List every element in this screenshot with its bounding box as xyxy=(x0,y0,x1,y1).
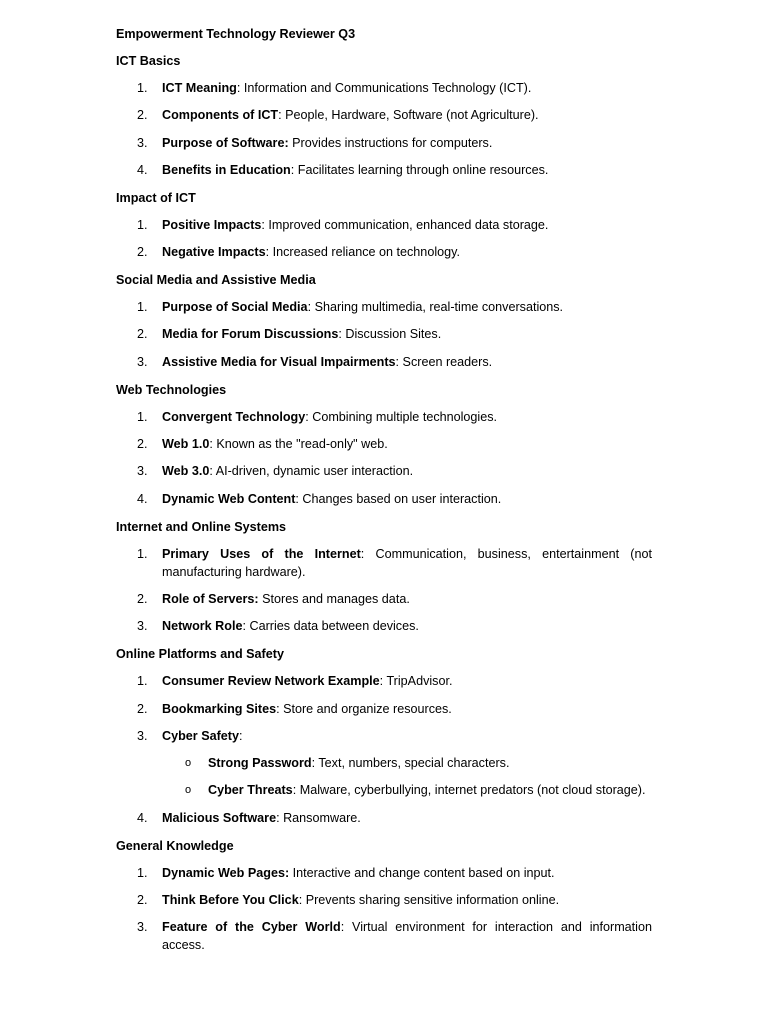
item-term: Consumer Review Network Example xyxy=(162,674,380,689)
item-number: 1. xyxy=(137,81,148,95)
item-term: Primary Uses of the Internet xyxy=(162,546,361,561)
item-term: Benefits in Education xyxy=(162,162,291,177)
item-number: 2. xyxy=(137,893,148,908)
list-item xyxy=(116,353,652,371)
list-item xyxy=(116,462,652,480)
item-separator: : xyxy=(360,546,376,561)
item-separator: : xyxy=(290,162,298,177)
item-text: Prevents sharing sensitive information online. xyxy=(305,893,560,908)
item-text: Ransomware. xyxy=(283,810,361,825)
item-number: 3. xyxy=(137,464,148,479)
list-item xyxy=(116,435,652,453)
item-text: Increased reliance on technology. xyxy=(272,245,460,260)
list-item xyxy=(116,809,652,827)
item-number: 4. xyxy=(137,491,148,506)
numbered-list xyxy=(116,408,652,508)
item-number: 1. xyxy=(137,865,148,880)
item-separator: : xyxy=(278,108,286,123)
list-item xyxy=(116,727,652,800)
item-separator: : xyxy=(236,81,244,95)
section-heading: Online Platforms and Safety xyxy=(116,647,284,662)
item-number: 1. xyxy=(137,217,148,232)
item-number: 3. xyxy=(137,728,148,743)
list-item xyxy=(116,243,652,261)
item-separator: : xyxy=(239,728,243,743)
item-number: 2. xyxy=(137,327,148,342)
item-term: Role of Servers: xyxy=(162,591,259,606)
item-text: Facilitates learning through online resources. xyxy=(297,162,549,177)
subitem-separator: : xyxy=(292,783,300,798)
item-text: Stores and manages data. xyxy=(262,591,410,606)
item-term: Negative Impacts xyxy=(162,245,266,260)
section-heading: ICT Basics xyxy=(116,54,181,68)
subitem-text: Text, numbers, special characters. xyxy=(318,756,510,771)
list-item xyxy=(116,490,652,508)
item-separator: : xyxy=(298,893,306,908)
list-item xyxy=(116,325,652,343)
item-number: 2. xyxy=(137,245,148,260)
item-term: Web 3.0 xyxy=(162,464,210,479)
list-item xyxy=(116,298,652,316)
item-term: Feature of the Cyber World xyxy=(162,920,341,935)
item-number: 1. xyxy=(137,674,148,689)
document-body xyxy=(116,25,652,964)
item-text: TripAdvisor. xyxy=(386,674,453,689)
item-term: Media for Forum Discussions xyxy=(162,327,339,342)
item-term: Malicious Software xyxy=(162,810,277,825)
item-text: Virtual environment for interaction and information access. xyxy=(162,920,652,953)
item-separator: : xyxy=(209,437,217,452)
item-separator: : xyxy=(261,217,269,232)
item-number: 2. xyxy=(137,437,148,452)
item-text: Communication, business, entertainment (not manufacturing hardware). xyxy=(162,546,652,579)
numbered-list xyxy=(116,864,652,955)
list-item xyxy=(116,918,652,954)
list-item xyxy=(116,617,652,635)
numbered-list xyxy=(116,545,652,636)
section-heading: Internet and Online Systems xyxy=(116,519,287,534)
list-item xyxy=(116,700,652,718)
item-separator: : xyxy=(395,354,403,369)
item-text: Discussion Sites. xyxy=(345,327,442,342)
list-item xyxy=(116,672,652,690)
item-separator: : xyxy=(242,619,250,634)
section-heading: Web Technologies xyxy=(116,382,227,397)
item-term: Dynamic Web Content xyxy=(162,491,296,506)
item-text: Provides instructions for computers. xyxy=(292,135,493,150)
list-item xyxy=(116,408,652,426)
item-term: Network Role xyxy=(162,619,243,634)
list-item xyxy=(116,864,652,882)
sublist-item xyxy=(162,781,652,799)
item-term: Positive Impacts xyxy=(162,217,262,232)
item-text: Changes based on user interaction. xyxy=(302,491,502,506)
list-item xyxy=(116,161,652,179)
item-text: Store and organize resources. xyxy=(283,701,452,716)
list-item xyxy=(116,79,652,97)
item-term: ICT Meaning xyxy=(162,81,237,95)
section-heading: Social Media and Assistive Media xyxy=(116,273,316,288)
item-term: Convergent Technology xyxy=(162,409,306,424)
item-number: 4. xyxy=(137,810,148,825)
numbered-list xyxy=(116,79,652,179)
item-number: 1. xyxy=(137,546,148,561)
section-heading: Impact of ICT xyxy=(116,190,196,205)
item-text: Sharing multimedia, real-time conversations. xyxy=(314,300,564,315)
item-number: 3. xyxy=(137,354,148,369)
section-heading: General Knowledge xyxy=(116,838,234,853)
item-separator: : xyxy=(295,491,303,506)
item-number: 3. xyxy=(137,920,148,935)
hollow-bullet-icon: o xyxy=(185,784,192,797)
sublist-item xyxy=(162,754,652,772)
subitem-text: Malware, cyberbullying, internet predators (not cloud storage). xyxy=(299,783,646,798)
item-number: 3. xyxy=(137,135,148,150)
item-text: Known as the "read-only" web. xyxy=(216,437,388,452)
hollow-bullet-icon: o xyxy=(185,757,192,770)
list-item xyxy=(116,106,652,124)
numbered-list xyxy=(116,298,652,371)
item-separator: : xyxy=(338,327,346,342)
item-separator: : xyxy=(209,464,216,479)
item-separator: : xyxy=(340,920,353,935)
item-separator: : xyxy=(276,810,284,825)
list-item xyxy=(116,590,652,608)
numbered-list xyxy=(116,216,652,261)
item-text: Combining multiple technologies. xyxy=(312,409,498,424)
bullet-sublist xyxy=(162,754,652,799)
item-text: Interactive and change content based on input. xyxy=(292,865,555,880)
item-term: Purpose of Software: xyxy=(162,135,289,150)
item-number: 2. xyxy=(137,591,148,606)
item-term: Cyber Safety xyxy=(162,728,239,743)
item-term: Web 1.0 xyxy=(162,437,210,452)
item-text: People, Hardware, Software (not Agriculture). xyxy=(285,108,539,123)
item-text: AI-driven, dynamic user interaction. xyxy=(215,464,414,479)
item-separator: : xyxy=(276,701,284,716)
list-item xyxy=(116,545,652,581)
item-term: Dynamic Web Pages: xyxy=(162,865,290,880)
item-text: Screen readers. xyxy=(402,354,493,369)
item-term: Think Before You Click xyxy=(162,893,299,908)
subitem-separator: : xyxy=(311,756,319,771)
item-separator: : xyxy=(305,409,313,424)
numbered-list xyxy=(116,672,652,826)
item-separator: : xyxy=(379,674,387,689)
item-term: Assistive Media for Visual Impairments xyxy=(162,354,396,369)
item-text: Carries data between devices. xyxy=(249,619,419,634)
item-number: 1. xyxy=(137,409,148,424)
item-separator: : xyxy=(307,300,315,315)
item-term: Purpose of Social Media xyxy=(162,300,308,315)
item-number: 4. xyxy=(137,162,148,177)
item-term: Bookmarking Sites xyxy=(162,701,277,716)
list-item xyxy=(116,216,652,234)
item-number: 1. xyxy=(137,300,148,315)
item-term: Components of ICT xyxy=(162,108,279,123)
document-title: Empowerment Technology Reviewer Q3 xyxy=(116,27,356,41)
list-item xyxy=(116,891,652,909)
item-number: 3. xyxy=(137,619,148,634)
list-item xyxy=(116,134,652,152)
subitem-term: Strong Password xyxy=(208,756,312,771)
item-separator: : xyxy=(265,245,273,260)
item-text: Improved communication, enhanced data storage. xyxy=(268,217,549,232)
item-number: 2. xyxy=(137,701,148,716)
item-text: Information and Communications Technology (ICT). xyxy=(243,81,532,95)
subitem-term: Cyber Threats xyxy=(208,783,293,798)
item-number: 2. xyxy=(137,108,148,123)
